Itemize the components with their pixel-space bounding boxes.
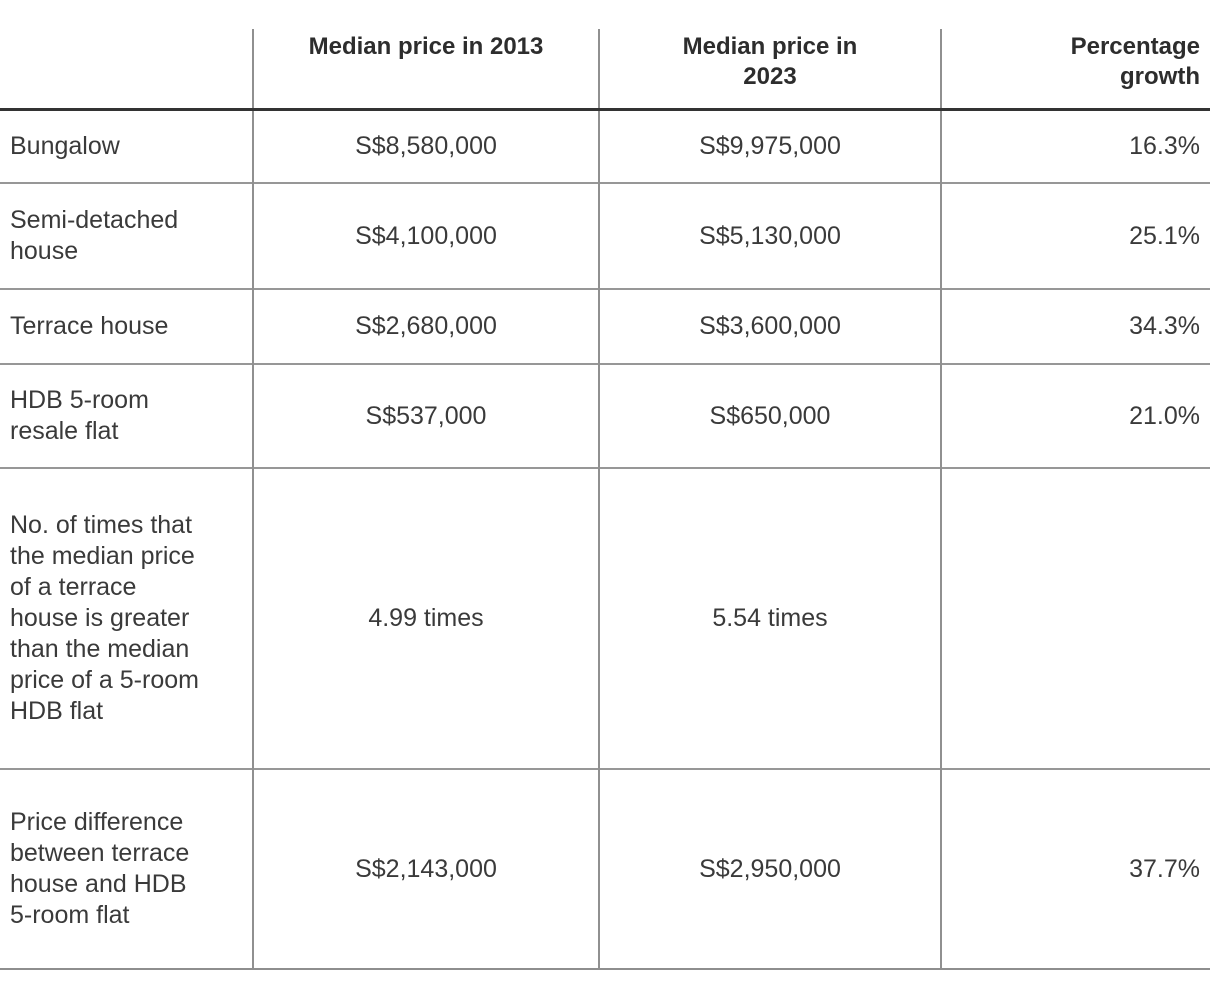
- median-2013-value: S$8,580,000: [253, 109, 599, 183]
- growth-value: 25.1%: [941, 183, 1210, 289]
- header-median-price-2023: [599, 29, 941, 109]
- median-2013-value: S$2,143,000: [253, 769, 599, 969]
- row-label: HDB 5-room resale flat: [0, 364, 253, 468]
- table-body: [0, 109, 1210, 969]
- median-2023-value: S$3,600,000: [599, 289, 941, 364]
- growth-value: 37.7%: [941, 769, 1210, 969]
- median-2023-value: 5.54 times: [599, 468, 941, 769]
- header-label-2023: Median price in 2023: [682, 33, 858, 90]
- median-2013-value: S$2,680,000: [253, 289, 599, 364]
- header-label-2013: Median price in 2013: [308, 33, 544, 60]
- median-2023-value: S$2,950,000: [599, 769, 941, 969]
- growth-value: 16.3%: [941, 109, 1210, 183]
- table-row-times-multiple: [0, 468, 1210, 769]
- table-header-row: [0, 29, 1210, 109]
- median-2013-value: S$537,000: [253, 364, 599, 468]
- table-row-terrace-house: [0, 289, 1210, 364]
- median-2023-value: S$9,975,000: [599, 109, 941, 183]
- table-row-hdb-5-room: [0, 364, 1210, 468]
- row-label: Price difference between terrace house and HDB 5-room flat: [0, 769, 253, 969]
- growth-value: 34.3%: [941, 289, 1210, 364]
- header-label-growth: Percentage growth: [1070, 33, 1200, 90]
- row-label: No. of times that the median price of a terrace house is greater than the median price of a 5-room HDB flat: [0, 468, 253, 769]
- header-empty-cell: [0, 29, 253, 109]
- median-2013-value: 4.99 times: [253, 468, 599, 769]
- growth-value: 21.0%: [941, 364, 1210, 468]
- row-label: Bungalow: [0, 109, 253, 183]
- table-row-bungalow: [0, 109, 1210, 183]
- housing-price-table: [0, 29, 1210, 970]
- row-label: Semi-detached house: [0, 183, 253, 289]
- header-median-price-2013: [253, 29, 599, 109]
- table-row-price-difference: [0, 769, 1210, 969]
- row-label: Terrace house: [0, 289, 253, 364]
- growth-value: [941, 468, 1210, 769]
- median-2023-value: S$650,000: [599, 364, 941, 468]
- median-2013-value: S$4,100,000: [253, 183, 599, 289]
- header-percentage-growth: [941, 29, 1210, 109]
- median-2023-value: S$5,130,000: [599, 183, 941, 289]
- table-row-semi-detached: [0, 183, 1210, 289]
